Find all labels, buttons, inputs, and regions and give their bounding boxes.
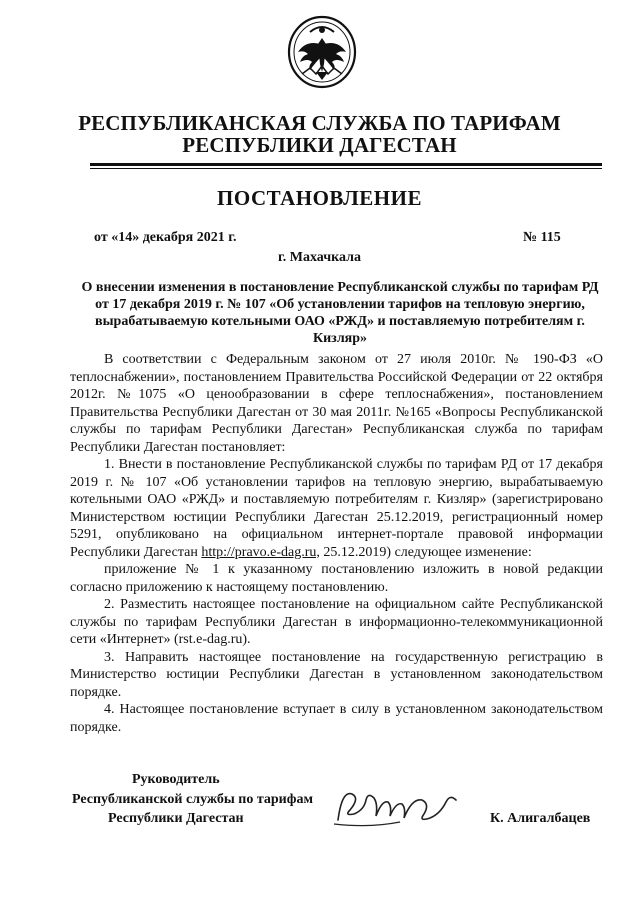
paragraph-item-1 bbox=[70, 456, 603, 561]
document-subject: О внесении изменения в постановление Республиканской службы по тарифам РД от 17 декабря 2019 г. № 107 «Об установлении тарифов на тепловую энергию, вырабатываемую котельными ОАО «РЖД» и поставляемую потребителям г. Кизляр» bbox=[81, 280, 599, 346]
document-title: ПОСТАНОВЛЕНИЕ bbox=[217, 186, 422, 210]
agency-name-line1: РЕСПУБЛИКАНСКАЯ СЛУЖБА ПО ТАРИФАМ bbox=[78, 111, 561, 135]
document-number: № 115 bbox=[523, 230, 561, 245]
item-1-text-end: 25.12.2019) следующее изменение: bbox=[319, 544, 532, 560]
document-city: г. Махачкала bbox=[278, 250, 361, 265]
coat-of-arms-icon bbox=[286, 14, 358, 90]
pravo-link[interactable]: http://pravo.e-dag.ru, bbox=[201, 544, 320, 560]
signatory-name: К. Алигалбацев bbox=[490, 811, 591, 826]
signatory-title-line1: Руководитель bbox=[132, 772, 220, 787]
signature-icon bbox=[330, 780, 470, 832]
paragraph-item-3: 3. Направить настоящее постановление на государственную регистрацию в Министерство юстиции Республики Дагестан в установленном законодательством порядке. bbox=[70, 649, 603, 700]
document-body bbox=[70, 351, 603, 736]
paragraph-preamble: В соответствии с Федеральным законом от 27 июля 2010г. № 190-ФЗ «О теплоснабжении», постановлением Правительства Российской Федерации от 22 октября 2012г. №1075 «О ценообразовании в сфере теплоснабжения», постановлением Правительства Республики Дагестан от 30 мая 2011г. №165 «Вопросы Республиканской службы по тарифам Республики Дагестан» Республиканская служба по тарифам Республики Дагестан постановляет: bbox=[70, 352, 603, 455]
signatory-title-line3: Республики Дагестан bbox=[108, 811, 244, 826]
paragraph-item-4: 4. Настоящее постановление вступает в силу в установленном законодательством порядке. bbox=[70, 702, 603, 735]
paragraph-item-1-change: приложение № 1 к указанному постановлению изложить в новой редакции согласно приложению к настоящему постановлению. bbox=[70, 562, 603, 595]
header-divider-thin bbox=[90, 168, 602, 169]
header-divider-thick bbox=[90, 163, 602, 166]
signatory-title-line2: Республиканской службы по тарифам bbox=[72, 792, 313, 807]
document-date: от «14» декабря 2021 г. bbox=[94, 230, 237, 245]
item-1-text: 1. Внести в постановление Республиканской службы по тарифам РД от 17 декабря 2019 г. № 107 «Об установлении тарифов на тепловую энергию, вырабатываемую котельными ОАО «РЖД» и поставляемую потребителям г. Кизляр» (зарегистрировано Министерством юстиции Республики Дагестан 25.12.2019, регистрационный номер 5291, опубликовано на официальном интернет-портале правовой информации Республики Дагестан bbox=[70, 457, 603, 560]
paragraph-item-2: 2. Разместить настоящее постановление на официальном сайте Республиканской службы по тарифам Республики Дагестан в информационно-телекоммуникационной сети «Интернет» (rst.e-dag.ru). bbox=[70, 597, 603, 647]
agency-name-line2: РЕСПУБЛИКИ ДАГЕСТАН bbox=[182, 133, 457, 157]
